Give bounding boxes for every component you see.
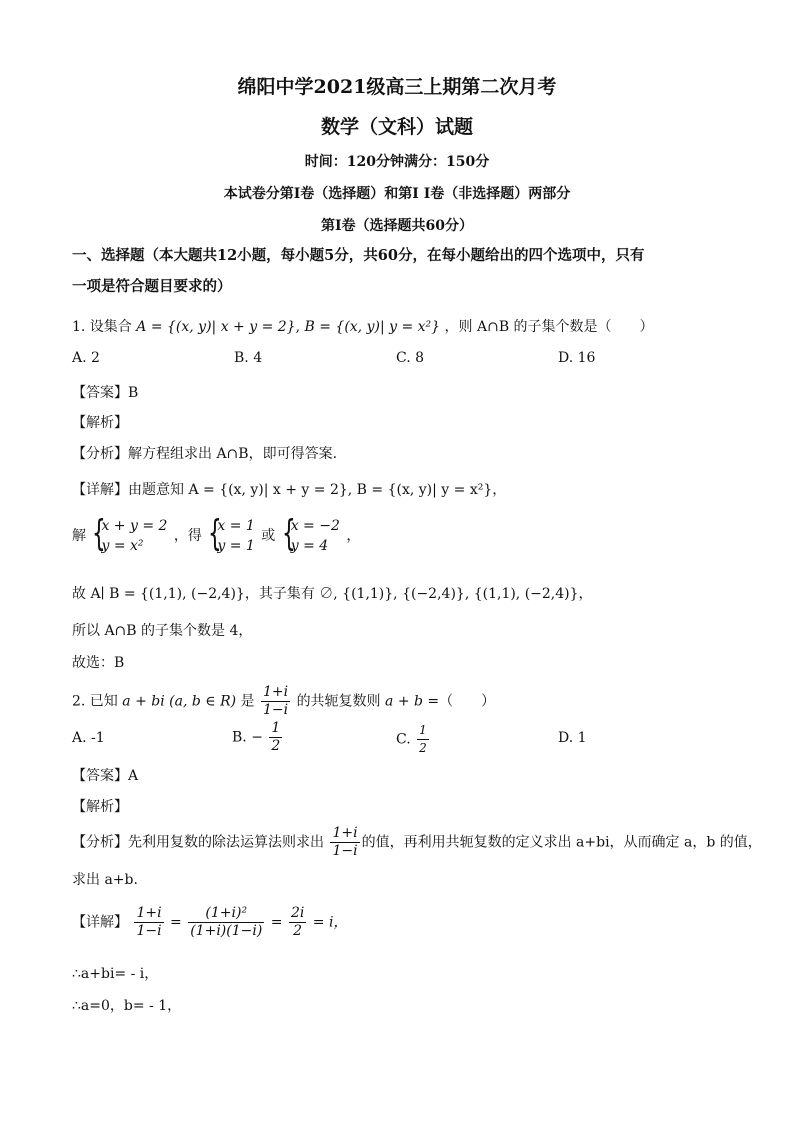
q2-answer: [72, 765, 138, 785]
exam-subtitle: 数学（文科）试题: [320, 116, 473, 138]
q2-option-c: [396, 722, 431, 757]
fenxi-text: 解方程组求出 A∩B，即可得答案.: [128, 446, 338, 462]
system-3-row-2: y = 4: [290, 538, 329, 554]
q2-fenxi: [72, 825, 762, 860]
xiangjie-tag: 【详解】: [72, 482, 128, 498]
brace-1: {: [92, 513, 107, 554]
comma-text: ，: [346, 528, 361, 544]
q1-xiangjie: [72, 479, 506, 499]
q2-option-c-den: 2: [419, 741, 427, 755]
part1-heading: 第I卷（选择题共60分）: [320, 218, 474, 234]
q2-option-b: [232, 720, 284, 755]
q2-step-3-num: 2i: [290, 905, 305, 921]
q2-option-c-label: C.: [396, 731, 411, 748]
fenxi-text-a: 先利用复数的除法运算法则求出: [128, 834, 324, 851]
system-2-row-1: x = 1: [217, 518, 255, 534]
q2-analysis-tag: 【解析】: [72, 799, 128, 815]
system-3-row-1: x = −2: [290, 518, 340, 534]
q2-fenxi-fraction: [330, 825, 359, 860]
q2-fenxi-den: 1−i: [332, 843, 358, 859]
q1-choose: 故选：B: [72, 655, 125, 671]
system-2: [208, 513, 255, 556]
system-1-row-2: y = x²: [101, 538, 144, 554]
q1-fenxi: [72, 443, 337, 463]
q1-subsets-line: 故 A∣ B = {(1,1), (−2,4)}，其子集有 ∅, {(1,1)}, {(−2,4)}, {(1,1), (−2,4)}，: [72, 586, 593, 602]
q2-fraction: [261, 684, 290, 719]
q1-suffix: ，则 A∩B 的子集个数是（ ）: [444, 319, 654, 335]
q1-option-a: A. 2: [72, 350, 100, 366]
q2-option-b-fraction: [269, 720, 282, 755]
q1-count-line: 所以 A∩B 的子集个数是 4，: [72, 623, 253, 639]
system-2-row-2: y = 1: [217, 538, 255, 554]
q1-option-b: B. 4: [234, 350, 263, 366]
q1-prefix: 1. 设集合: [72, 319, 132, 335]
q2-step-1-den: 1−i: [136, 923, 162, 939]
q1-analysis-tag: 【解析】: [72, 415, 128, 431]
huo-text: 或: [261, 528, 276, 544]
q2-step-2: [188, 905, 264, 940]
q2-shi: 是: [240, 693, 255, 710]
q2-option-b-label: B.: [232, 729, 247, 746]
q2-prefix: 2. 已知: [72, 693, 118, 710]
fenxi-tag: 【分析】: [72, 446, 128, 462]
q2-step-1: [134, 905, 163, 940]
section-heading-line1: 一、选择题（本大题共12小题，每小题5分，共60分，在每小题给出的四个选项中，只有: [72, 247, 645, 264]
q1-solve-line: [72, 513, 361, 556]
q2-line-b: ∴a=0，b= - 1，: [72, 998, 182, 1014]
solve-prefix: 解: [72, 528, 86, 544]
q1-set-b: B = {(x, y)| y = x²}: [304, 319, 441, 335]
q2-expr: a + bi (a, b ∈ R): [122, 693, 237, 710]
paper-structure: 本试卷分第I卷（选择题）和第I I卷（非选择题）两部分: [223, 186, 571, 202]
de-text: ，得: [173, 528, 202, 544]
xiangjie-text: 由题意知 A = {(x, y)| x + y = 2}, B = {(x, y)| y = x²}，: [128, 482, 507, 498]
q2-step-1-num: 1+i: [136, 905, 162, 921]
q2-option-b-den: 2: [271, 738, 281, 754]
q1-answer: [72, 382, 138, 402]
answer-value: A: [128, 768, 139, 784]
q2-option-d: D. 1: [558, 730, 587, 746]
system-3: [281, 513, 340, 556]
q2-step-3-den: 2: [293, 923, 303, 939]
q2-option-b-sign: −: [251, 729, 263, 746]
exam-title: 绵阳中学2021级高三上期第二次月考: [237, 76, 557, 98]
q2-stem: [72, 684, 495, 719]
q2-step-2-den: (1+i)(1−i): [190, 923, 263, 939]
fenxi-text-b: 的值，再利用共轭复数的定义求出 a+bi，从而确定 a，b 的值，: [361, 834, 762, 851]
q2-suffix: 的共轭复数则: [296, 693, 381, 710]
q2-xiangjie: 【详解】 $\frac{1+i}{1-i}$ = $\frac{\text{(1+i)²}}{(1+i)(1-i)}$ = $\frac{2i}{2}$ = i，: [72, 905, 348, 939]
q1-set-a: A = {(x, y)| x + y = 2}: [136, 319, 296, 335]
q2-fenxi-line2: 求出 a+b.: [72, 872, 138, 888]
system-1-row-1: x + y = 2: [101, 518, 168, 534]
section-heading-line2: 一项是符合题目要求的）: [72, 278, 232, 295]
q2-fenxi-num: 1+i: [332, 825, 358, 841]
q1-option-d: D. 16: [558, 350, 596, 366]
q2-fraction-numerator: 1+i: [262, 684, 289, 700]
q2-ab: a + b: [385, 693, 423, 710]
q2-option-b-num: 1: [271, 720, 281, 736]
answer-value: B: [128, 385, 139, 401]
q2-option-c-fraction: [417, 722, 429, 757]
q2-option-a: A. -1: [72, 730, 105, 746]
xiangjie-tag: 【详解】: [72, 914, 128, 931]
system-1: [92, 513, 168, 556]
q1-stem: 1. 设集合 A = {(x, y)| x + y = 2}, B = {(x, y)| y = x²} ，则 A∩B 的子集个数是（ ）: [72, 319, 654, 335]
answer-tag: 【答案】: [72, 385, 128, 401]
fenxi-tag: 【分析】: [72, 834, 128, 851]
time-score: 时间：120分钟满分：150分: [304, 154, 490, 170]
q1-option-c: C. 8: [396, 350, 425, 366]
q2-end: =（ ）: [427, 693, 496, 710]
q2-step-end: = i，: [312, 914, 348, 931]
q2-step-2-num: (1+i)²: [188, 905, 264, 923]
brace-3: {: [281, 513, 296, 554]
q2-fraction-denominator: 1−i: [262, 702, 289, 718]
q2-option-c-num: 1: [417, 722, 429, 740]
q2-step-3: [289, 905, 306, 940]
answer-tag: 【答案】: [72, 768, 128, 784]
brace-2: {: [208, 513, 223, 554]
q2-line-a: ∴a+bi= - i，: [72, 966, 159, 982]
